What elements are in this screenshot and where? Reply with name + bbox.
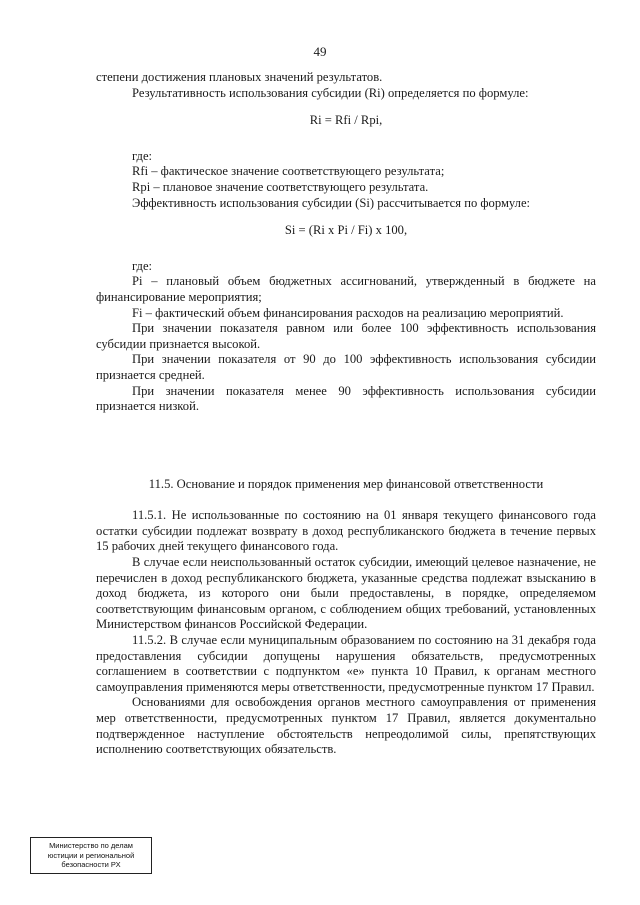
section-heading: 11.5. Основание и порядок применения мер финансовой ответственности: [148, 476, 544, 491]
document-body: [96, 70, 596, 758]
where-label-2: где:: [132, 258, 153, 273]
page-number: 49: [313, 44, 327, 59]
where-label-1: где:: [132, 148, 153, 163]
rfi-definition: Rfi – фактическое значение соответствующего результата;: [132, 164, 445, 179]
si-formula: Si = (Ri x Pi / Fi) x 100,: [284, 223, 408, 238]
ministry-stamp: [30, 837, 152, 874]
section-paragraph-2: В случае если неиспользованный остаток субсидии, имеющий целевое назначение, не перечислен в доход республиканского бюджета, указанные средства подлежат взысканию в доход бюджета, из которого они были предоставлены, в порядке, определяемом соответствующим финансовым органом, с соблюдением общих требований, установленных Министерством финансов Российской Федерации.: [96, 555, 596, 632]
ri-formula: Ri = Rfi / Rpi,: [309, 113, 383, 128]
efficiency-high: При значении показателя равном или более 100 эффективность использования субсидии признается высокой.: [96, 321, 596, 351]
efficiency-low: При значении показателя менее 90 эффективность использования субсидии признается низкой.: [96, 383, 596, 414]
pi-definition: Pi – плановый объем бюджетных ассигнований, утвержденный в бюджете на финансирование мероприятия;: [96, 274, 596, 304]
stamp-line-2: юстиции и региональной: [47, 850, 135, 860]
stamp-line-1: Министерство по делам: [49, 841, 133, 850]
section-paragraph-4: Основаниями для освобождения органов местного самоуправления от применения мер ответственности, предусмотренных пунктом 17 Правил, является документально подтвержденное наступление обстоятельств непреодолимой силы, препятствующих исполнению соответствующих обязательств.: [96, 695, 596, 757]
fi-definition: Fi – фактический объем финансирования расходов на реализацию мероприятий.: [132, 305, 564, 320]
section-paragraph-3: 11.5.2. В случае если муниципальным образованием по состоянию на 31 декабря года предоставления субсидии допущены нарушения обязательств, предусмотренных соглашением в соответствии с подпунктом «е» пункта 10 Правил, к органам местного самоуправления применяются меры ответственности, предусмотренные пунктом 17 Правил.: [96, 633, 596, 694]
rpi-definition: Rpi – плановое значение соответствующего результата.: [132, 179, 429, 194]
stamp-line-3: безопасности РХ: [61, 860, 121, 869]
si-intro: Эффективность использования субсидии (Si) рассчитывается по формуле:: [132, 195, 531, 210]
efficiency-medium: При значении показателя от 90 до 100 эффективность использования субсидии признается средней.: [96, 352, 596, 382]
section-paragraph-1: 11.5.1. Не использованные по состоянию на 01 января текущего финансового года остатки субсидии подлежат возврату в доход республиканского бюджета в течение первых 15 рабочих дней текущего финансового года.: [96, 508, 596, 554]
ri-intro: Результативность использования субсидии (Ri) определяется по формуле:: [132, 85, 529, 100]
continuation-line: степени достижения плановых значений результатов.: [96, 70, 383, 84]
